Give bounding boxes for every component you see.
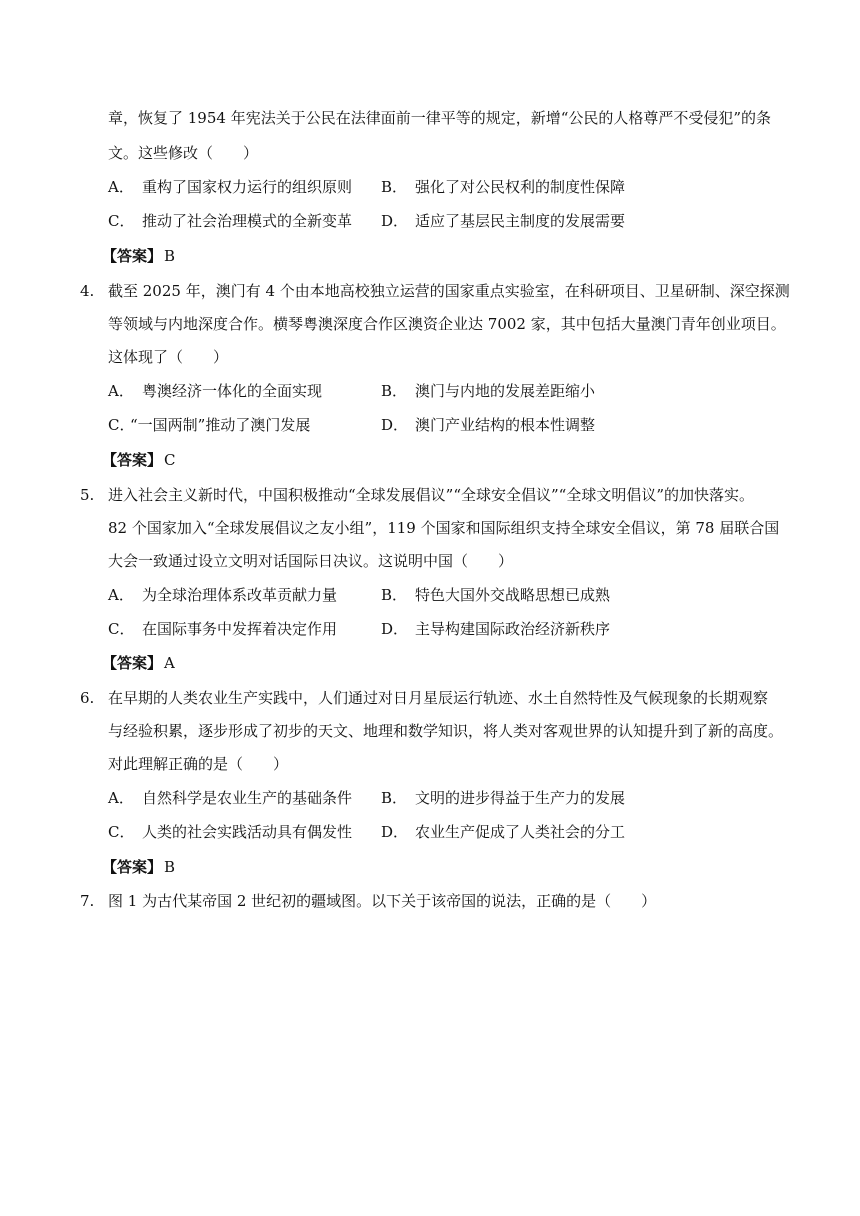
q5-stem-line-2: 82 个国家加入“全球发展倡议之友小组”，119 个国家和国际组织支持全球安全倡议，第 78 届联合国 [108, 519, 780, 537]
q5-option-a: A． 为全球治理体系改革贡献力量 [108, 586, 338, 604]
q3-answer: 【答案】 B [102, 247, 176, 265]
q5-number: 5. [80, 486, 95, 504]
q6-answer: 【答案】 B [102, 858, 176, 876]
q3-stem-line-1: 章，恢复了 1954 年宪法关于公民在法律面前一律平等的规定，新增“公民的人格尊严不受侵犯”的条 [108, 109, 772, 127]
q4-stem-line-2: 等领域与内地深度合作。横琴粤澳深度合作区澳资企业达 7002 家，其中包括大量澳门青年创业项目。 [108, 315, 786, 333]
q7-stem-line-1: 图 1 为古代某帝国 2 世纪初的疆域图。以下关于该帝国的说法，正确的是（ ） [108, 892, 657, 910]
q7-number: 7. [80, 892, 95, 910]
q6-option-b: B． 文明的进步得益于生产力的发展 [381, 789, 626, 807]
q4-option-a: A． 粤澳经济一体化的全面实现 [108, 382, 323, 400]
q6-option-a: A． 自然科学是农业生产的基础条件 [108, 789, 353, 807]
q5-answer: 【答案】 A [102, 654, 175, 672]
q5-stem-line-1: 进入社会主义新时代，中国积极推动“全球发展倡议”“全球安全倡议”“全球文明倡议”的加快落实。 [108, 486, 755, 504]
q3-stem-line-2: 文。这些修改（ ） [108, 144, 259, 162]
q4-option-c: C．“一国两制”推动了澳门发展 [108, 416, 311, 434]
q4-number: 4. [80, 282, 95, 300]
q6-stem-line-3: 对此理解正确的是（ ） [108, 755, 289, 773]
q4-stem-line-1: 截至 2025 年，澳门有 4 个由本地高校独立运营的国家重点实验室，在科研项目、卫星研制、深空探测 [108, 282, 790, 300]
q5-option-b: B． 特色大国外交战略思想已成熟 [381, 586, 611, 604]
q3-option-a: A． 重构了国家权力运行的组织原则 [108, 178, 353, 196]
q5-stem-line-3: 大会一致通过设立文明对话国际日决议。这说明中国（ ） [108, 552, 514, 570]
q5-option-d: D． 主导构建国际政治经济新秩序 [381, 620, 611, 638]
q4-option-b: B． 澳门与内地的发展差距缩小 [381, 382, 596, 400]
q6-stem-line-1: 在早期的人类农业生产实践中，人们通过对日月星辰运行轨迹、水土自然特性及气候现象的长期观察 [108, 689, 769, 707]
q4-option-d: D． 澳门产业结构的根本性调整 [381, 416, 596, 434]
q5-option-c: C． 在国际事务中发挥着决定作用 [108, 620, 338, 638]
q3-option-c: C． 推动了社会治理模式的全新变革 [108, 212, 353, 230]
q6-stem-line-2: 与经验积累，逐步形成了初步的天文、地理和数学知识，将人类对客观世界的认知提升到了新的高度。 [108, 722, 784, 740]
q3-option-d: D． 适应了基层民主制度的发展需要 [381, 212, 626, 230]
q6-option-c: C． 人类的社会实践活动具有偶发性 [108, 823, 353, 841]
q4-stem-line-3: 这体现了（ ） [108, 348, 229, 366]
q4-answer: 【答案】 C [102, 451, 176, 469]
q6-number: 6. [80, 689, 95, 707]
q3-option-b: B． 强化了对公民权利的制度性保障 [381, 178, 626, 196]
q6-option-d: D． 农业生产促成了人类社会的分工 [381, 823, 626, 841]
